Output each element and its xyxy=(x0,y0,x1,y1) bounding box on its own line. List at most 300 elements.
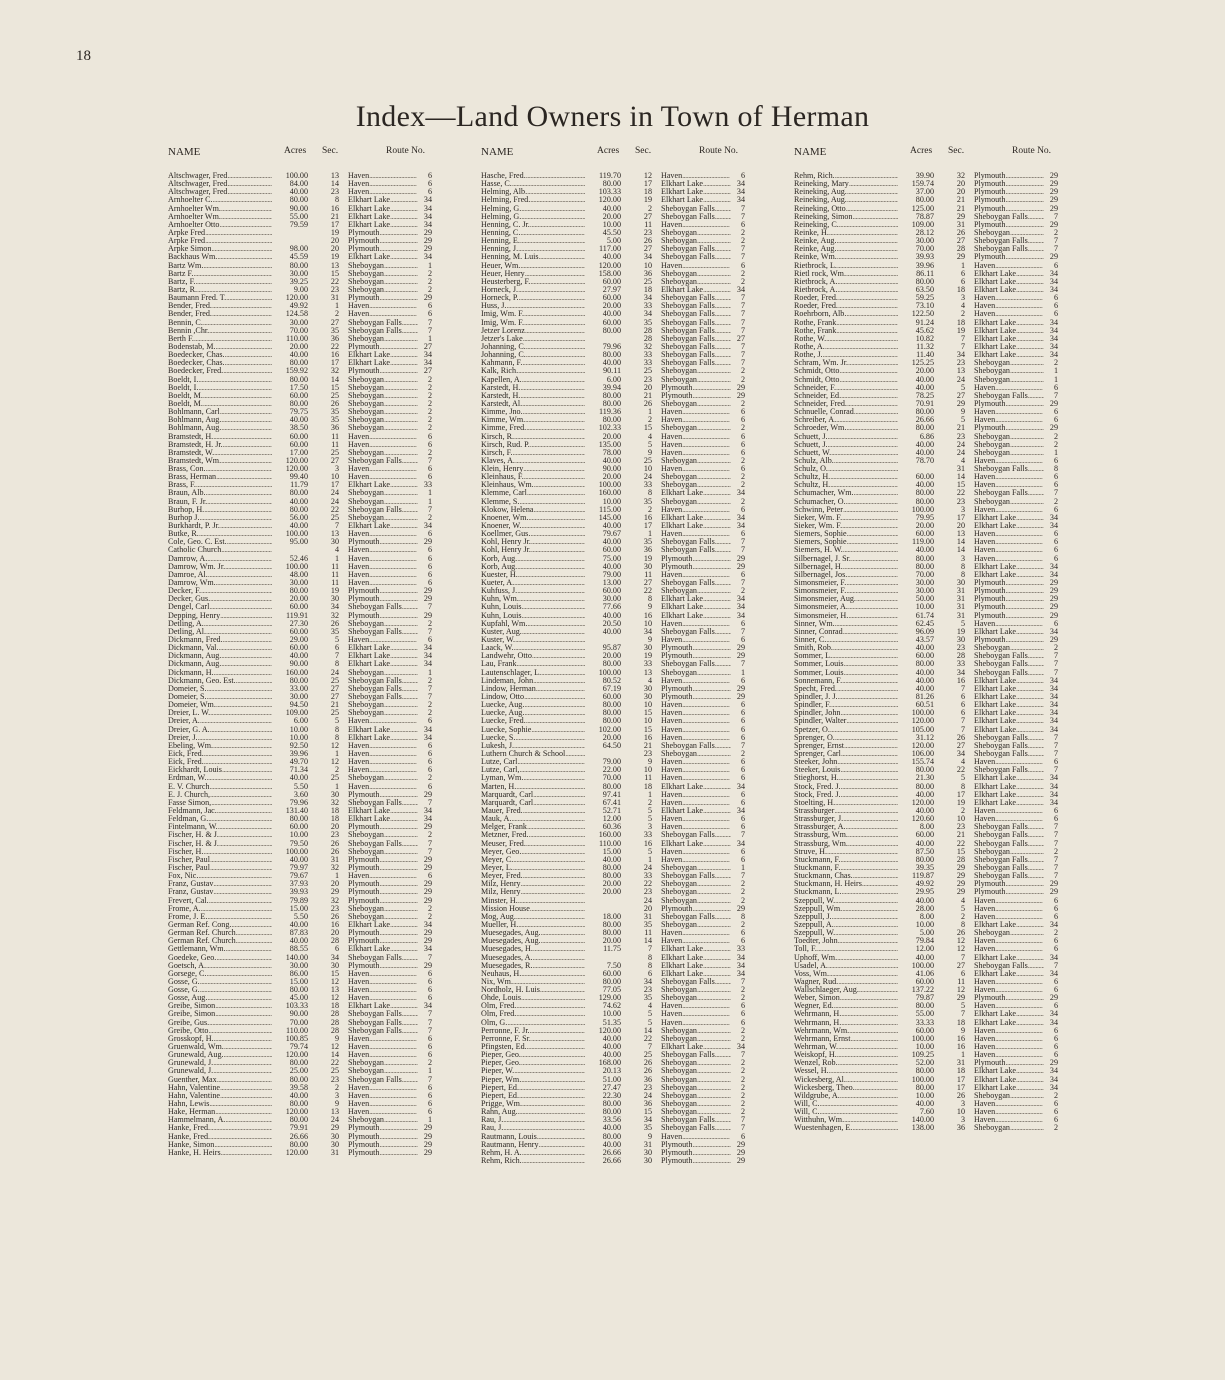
route-number: 34 xyxy=(418,660,432,668)
route-number: 29 xyxy=(731,384,745,392)
acres-value: 41.06 xyxy=(898,970,934,978)
route-name: Plymouth ..... xyxy=(348,595,418,603)
owner-name: Stock, Fred. J. ..... xyxy=(794,791,898,799)
owner-name: Meuser, Fred. ..... xyxy=(481,840,585,848)
route-number: 34 xyxy=(731,196,745,204)
route-number: 7 xyxy=(418,848,432,856)
owner-row xyxy=(168,986,468,994)
section-value: 8 xyxy=(309,734,339,742)
owner-row xyxy=(481,400,781,408)
section-value: 4 xyxy=(622,677,652,685)
route-name: Elkhart Lake ..... xyxy=(348,351,418,359)
route-name: Elkhart Lake ..... xyxy=(661,489,731,497)
owner-row xyxy=(481,408,781,416)
route-name: Sheboygan ..... xyxy=(348,262,418,270)
route-number: 6 xyxy=(418,978,432,986)
acres-value: 8.00 xyxy=(898,913,934,921)
acres-value: 40.00 xyxy=(585,522,621,530)
owner-name: Luecke, Aug. ..... xyxy=(481,701,585,709)
acres-value: 40.00 xyxy=(585,205,621,213)
owner-name: Bender, Fred. ..... xyxy=(168,302,272,310)
header-route: Route No. xyxy=(386,146,426,156)
acres-value: 125.00 xyxy=(898,205,934,213)
acres-value: 119.87 xyxy=(898,872,934,880)
route-number: 7 xyxy=(731,359,745,367)
owner-row xyxy=(168,579,468,587)
owner-name: Marten, H. ..... xyxy=(481,783,585,791)
acres-value: 11.40 xyxy=(898,351,934,359)
section-value: 9 xyxy=(622,758,652,766)
route-number: 6 xyxy=(1044,913,1058,921)
acres-value: 79.96 xyxy=(272,799,308,807)
owner-name: Arnhoelter Otto ..... xyxy=(168,221,272,229)
owner-name: Knoener, W. ..... xyxy=(481,522,585,530)
owner-row xyxy=(481,416,781,424)
owner-name: Heuer, Wm. ..... xyxy=(481,262,585,270)
owner-name: Rietbrock, A. ..... xyxy=(794,286,898,294)
route-name: Elkhart Lake ..... xyxy=(348,213,418,221)
acres-value: 160.00 xyxy=(585,489,621,497)
acres-value: 109.25 xyxy=(898,1051,934,1059)
route-name: Plymouth ..... xyxy=(348,1149,418,1157)
route-number: 33 xyxy=(418,481,432,489)
route-number: 6 xyxy=(1044,1043,1058,1051)
owner-row xyxy=(168,1035,468,1043)
route-name: Sheboygan ..... xyxy=(348,384,418,392)
acres-value: 86.11 xyxy=(898,270,934,278)
owner-name: Dickmann, Geo. Est. ..... xyxy=(168,677,272,685)
route-name: Elkhart Lake ..... xyxy=(661,807,731,815)
route-name: Plymouth ..... xyxy=(974,253,1044,261)
route-number: 2 xyxy=(731,880,745,888)
acres-value: 60.36 xyxy=(585,823,621,831)
section-value: 5 xyxy=(935,1002,965,1010)
acres-value: 60.00 xyxy=(272,433,308,441)
acres-value: 59.25 xyxy=(898,294,934,302)
route-number: 2 xyxy=(731,376,745,384)
owner-name: Melger, Frank ..... xyxy=(481,823,585,831)
acres-value: 137.22 xyxy=(898,986,934,994)
route-number: 2 xyxy=(1044,644,1058,652)
section-value: 24 xyxy=(309,498,339,506)
owner-row xyxy=(168,1002,468,1010)
route-name: Sheboygan Falls ..... xyxy=(974,392,1044,400)
route-name: Sheboygan Falls ..... xyxy=(974,669,1044,677)
acres-value: 90.00 xyxy=(272,1010,308,1018)
route-number: 7 xyxy=(1044,823,1058,831)
owner-name: E. V. Church ..... xyxy=(168,783,272,791)
acres-value: 120.00 xyxy=(585,262,621,270)
section-value: 30 xyxy=(309,1133,339,1141)
route-number: 7 xyxy=(418,1010,432,1018)
acres-value: 71.34 xyxy=(272,766,308,774)
owner-name: Boeldt, M. ..... xyxy=(168,400,272,408)
owner-row xyxy=(794,1002,1094,1010)
section-value: 23 xyxy=(622,750,652,758)
owner-row xyxy=(481,701,781,709)
route-number: 6 xyxy=(1044,758,1058,766)
owner-name: Steeker, Louis ..... xyxy=(794,766,898,774)
section-value: 7 xyxy=(935,954,965,962)
owner-row xyxy=(168,188,468,196)
acres-value: 62.45 xyxy=(898,620,934,628)
owner-row xyxy=(168,205,468,213)
owner-row xyxy=(794,677,1094,685)
owner-row xyxy=(481,636,781,644)
route-number: 34 xyxy=(1044,319,1058,327)
route-name: Sheboygan ..... xyxy=(348,449,418,457)
owner-row xyxy=(168,905,468,913)
owner-name: Domeier, Wm. ..... xyxy=(168,701,272,709)
route-number: 29 xyxy=(418,897,432,905)
route-number: 2 xyxy=(1044,359,1058,367)
section-value: 24 xyxy=(309,1116,339,1124)
route-number: 7 xyxy=(731,628,745,636)
owner-row xyxy=(481,205,781,213)
section-value: 19 xyxy=(309,253,339,261)
owner-name: Schmidt, Otto ..... xyxy=(794,367,898,375)
route-number: 7 xyxy=(731,1124,745,1132)
acres-value: 20.00 xyxy=(585,937,621,945)
section-value: 23 xyxy=(935,823,965,831)
owner-name: Berth F. ..... xyxy=(168,335,272,343)
owner-row xyxy=(794,1051,1094,1059)
route-name: Plymouth ..... xyxy=(974,587,1044,595)
route-name: Haven ..... xyxy=(974,1035,1044,1043)
owner-row xyxy=(794,994,1094,1002)
owner-name: Dickmann, Val. ..... xyxy=(168,644,272,652)
owner-row xyxy=(794,717,1094,725)
route-number: 34 xyxy=(1044,286,1058,294)
route-name: Plymouth ..... xyxy=(661,685,731,693)
section-value: 29 xyxy=(935,253,965,261)
owner-row xyxy=(794,229,1094,237)
acres-value: 40.00 xyxy=(898,481,934,489)
owner-name: Stuckmann, H. Heirs ..... xyxy=(794,880,898,888)
owner-name: Dengel, Carl ..... xyxy=(168,603,272,611)
route-number: 6 xyxy=(731,530,745,538)
route-number: 6 xyxy=(1044,481,1058,489)
section-value: 21 xyxy=(935,424,965,432)
section-value: 34 xyxy=(622,628,652,636)
owner-name: Schulz, O. ..... xyxy=(794,465,898,473)
owner-row xyxy=(481,628,781,636)
section-value: 18 xyxy=(309,815,339,823)
section-value: 1 xyxy=(622,791,652,799)
owner-name: Bramstedt, H. ..... xyxy=(168,433,272,441)
route-number: 7 xyxy=(1044,864,1058,872)
section-value: 35 xyxy=(622,319,652,327)
owner-row xyxy=(481,603,781,611)
route-number: 6 xyxy=(731,221,745,229)
owner-row xyxy=(168,742,468,750)
route-number: 29 xyxy=(1044,221,1058,229)
acres-value: 60.00 xyxy=(898,978,934,986)
acres-value: 158.00 xyxy=(585,270,621,278)
acres-value: 120.00 xyxy=(898,742,934,750)
acres-value: 60.00 xyxy=(272,603,308,611)
section-value: 23 xyxy=(622,888,652,896)
route-name: Plymouth ..... xyxy=(661,384,731,392)
owner-name: Kohl, Henry Jr. ..... xyxy=(481,546,585,554)
route-name: Elkhart Lake ..... xyxy=(661,595,731,603)
owner-name: Horneck, P. ..... xyxy=(481,294,585,302)
route-number: 2 xyxy=(731,1059,745,1067)
owner-row xyxy=(481,481,781,489)
section-value: 10 xyxy=(622,766,652,774)
owner-name: Lutze, Carl ..... xyxy=(481,758,585,766)
owner-name: Laack, W. ..... xyxy=(481,644,585,652)
route-name: Haven ..... xyxy=(974,913,1044,921)
section-value: 27 xyxy=(622,245,652,253)
acres-value: 26.66 xyxy=(898,416,934,424)
route-number: 7 xyxy=(1044,489,1058,497)
section-value: 26 xyxy=(622,1059,652,1067)
section-value: 16 xyxy=(622,612,652,620)
acres-value: 39.58 xyxy=(272,1084,308,1092)
owner-name: Silbernagel, Jos. ..... xyxy=(794,571,898,579)
acres-value: 20.00 xyxy=(272,595,308,603)
section-value: 30 xyxy=(622,1157,652,1165)
acres-value: 20.00 xyxy=(898,367,934,375)
owner-name: Simonsmeier, F. ..... xyxy=(794,587,898,595)
acres-value: 40.00 xyxy=(272,522,308,530)
route-name: Sheboygan Falls ..... xyxy=(661,253,731,261)
owner-row xyxy=(481,188,781,196)
route-name: Sheboygan ..... xyxy=(661,587,731,595)
owner-name: Grosskopf, H. ..... xyxy=(168,1035,272,1043)
owner-row xyxy=(481,351,781,359)
route-number: 34 xyxy=(1044,278,1058,286)
route-name: Sheboygan Falls ..... xyxy=(661,351,731,359)
route-name: Sheboygan ..... xyxy=(348,278,418,286)
route-number: 6 xyxy=(418,530,432,538)
owner-name: Sprenger, Ernst ..... xyxy=(794,742,898,750)
owner-name: Grunewald, J. ..... xyxy=(168,1059,272,1067)
index-column-1 xyxy=(168,146,468,1157)
owner-name: Simonsmeier, A. ..... xyxy=(794,603,898,611)
route-number: 34 xyxy=(1044,685,1058,693)
route-name: Haven ..... xyxy=(348,1043,418,1051)
owner-row xyxy=(481,1076,781,1084)
route-name: Sheboygan ..... xyxy=(348,709,418,717)
owner-row xyxy=(168,433,468,441)
route-name: Haven ..... xyxy=(348,783,418,791)
owner-row xyxy=(794,783,1094,791)
section-value: 5 xyxy=(622,1010,652,1018)
acres-value: 6.00 xyxy=(585,376,621,384)
owner-row xyxy=(168,1116,468,1124)
owner-row xyxy=(168,1084,468,1092)
route-number: 34 xyxy=(1044,921,1058,929)
route-name: Sheboygan ..... xyxy=(974,229,1044,237)
route-name: Haven ..... xyxy=(348,465,418,473)
acres-value: 40.00 xyxy=(585,1141,621,1149)
route-name: Elkhart Lake ..... xyxy=(974,799,1044,807)
route-name: Haven ..... xyxy=(348,1035,418,1043)
acres-value: 100.00 xyxy=(898,506,934,514)
route-number: 27 xyxy=(418,367,432,375)
route-number: 34 xyxy=(1044,563,1058,571)
route-number: 7 xyxy=(418,603,432,611)
route-number: 2 xyxy=(731,1076,745,1084)
route-number: 29 xyxy=(1044,587,1058,595)
acres-value: 80.00 xyxy=(898,1067,934,1075)
owner-name: Gettlemann, Wm. ..... xyxy=(168,945,272,953)
acres-value: 80.00 xyxy=(898,1002,934,1010)
owner-row xyxy=(794,1116,1094,1124)
route-number: 29 xyxy=(731,392,745,400)
owner-row xyxy=(794,848,1094,856)
owner-name: Schnuelle, Conrad ..... xyxy=(794,408,898,416)
acres-value: 33.33 xyxy=(898,1019,934,1027)
section-value: 13 xyxy=(622,669,652,677)
route-name: Sheboygan ..... xyxy=(348,489,418,497)
route-name: Haven ..... xyxy=(974,384,1044,392)
route-name: Elkhart Lake ..... xyxy=(348,253,418,261)
section-value: 7 xyxy=(622,945,652,953)
acres-value: 109.00 xyxy=(272,709,308,717)
owner-name: Siemers, H. W. ..... xyxy=(794,546,898,554)
owner-row xyxy=(168,872,468,880)
owner-name: Kuster, Aug. ..... xyxy=(481,628,585,636)
owner-row xyxy=(481,717,781,725)
owner-row xyxy=(794,970,1094,978)
acres-value: 138.00 xyxy=(898,1124,934,1132)
owner-row xyxy=(481,709,781,717)
route-number: 6 xyxy=(1044,1051,1058,1059)
owner-name: Johanning, C. ..... xyxy=(481,351,585,359)
owner-name: Mueller, H. ..... xyxy=(481,921,585,929)
route-number: 6 xyxy=(418,986,432,994)
acres-value: 70.00 xyxy=(898,245,934,253)
owner-row xyxy=(481,848,781,856)
route-name: Elkhart Lake ..... xyxy=(348,807,418,815)
owner-row xyxy=(481,774,781,782)
route-name: Plymouth ..... xyxy=(974,888,1044,896)
owner-name: Detling, Al. ..... xyxy=(168,628,272,636)
owner-name: Kalk, Rich. ..... xyxy=(481,367,585,375)
route-number: 29 xyxy=(731,1149,745,1157)
owner-name: Strassburg, Wm. ..... xyxy=(794,831,898,839)
owner-name: Sinner, Wm. ..... xyxy=(794,620,898,628)
section-value: 11 xyxy=(309,571,339,579)
owner-row xyxy=(481,1043,781,1051)
acres-value: 70.00 xyxy=(585,774,621,782)
section-value: 23 xyxy=(622,229,652,237)
route-number: 6 xyxy=(1044,1108,1058,1116)
section-value: 20 xyxy=(935,180,965,188)
route-name: Sheboygan Falls ..... xyxy=(661,343,731,351)
route-name: Haven ..... xyxy=(661,636,731,644)
route-name: Sheboygan Falls ..... xyxy=(661,628,731,636)
owner-row xyxy=(794,514,1094,522)
owner-name: Landwehr, Otto ..... xyxy=(481,652,585,660)
owner-name: Bartz F. ..... xyxy=(168,270,272,278)
owner-row xyxy=(794,1010,1094,1018)
route-name: Haven ..... xyxy=(661,1019,731,1027)
route-name: Sheboygan Falls ..... xyxy=(661,245,731,253)
route-name: Sheboygan ..... xyxy=(348,408,418,416)
route-number: 2 xyxy=(1044,1092,1058,1100)
route-name: Sheboygan Falls ..... xyxy=(661,1124,731,1132)
acres-value: 96.09 xyxy=(898,628,934,636)
owner-name: Simonsmeier, F. ..... xyxy=(794,579,898,587)
acres-value: 27.47 xyxy=(585,1084,621,1092)
route-name: Elkhart Lake ..... xyxy=(348,221,418,229)
owner-name: Bohlmann, Carl ..... xyxy=(168,408,272,416)
section-value: 22 xyxy=(935,766,965,774)
owner-name: Toll, F. ..... xyxy=(794,945,898,953)
owner-name: Marquardt, Carl ..... xyxy=(481,791,585,799)
route-number: 6 xyxy=(1044,1027,1058,1035)
owner-row xyxy=(481,652,781,660)
route-number: 29 xyxy=(1044,1059,1058,1067)
owner-name: Luecke, S. ..... xyxy=(481,734,585,742)
route-number: 6 xyxy=(418,1100,432,1108)
section-value: 21 xyxy=(935,205,965,213)
owner-row xyxy=(168,856,468,864)
section-value: 32 xyxy=(935,172,965,180)
route-name: Plymouth ..... xyxy=(348,367,418,375)
route-name: Sheboygan ..... xyxy=(348,905,418,913)
owner-name: Bartz, R. ..... xyxy=(168,286,272,294)
route-number: 6 xyxy=(1044,937,1058,945)
owner-row xyxy=(481,880,781,888)
acres-value: 40.00 xyxy=(272,1092,308,1100)
owner-row xyxy=(481,376,781,384)
acres-value: 70.00 xyxy=(272,1019,308,1027)
route-number: 29 xyxy=(1044,636,1058,644)
acres-value: 79.91 xyxy=(272,1124,308,1132)
section-value: 30 xyxy=(622,563,652,571)
acres-value: 95.87 xyxy=(585,644,621,652)
acres-value: 26.66 xyxy=(585,1149,621,1157)
route-number: 29 xyxy=(1044,172,1058,180)
route-number: 29 xyxy=(418,856,432,864)
route-number: 6 xyxy=(731,433,745,441)
section-value: 4 xyxy=(935,302,965,310)
acres-value: 106.00 xyxy=(898,750,934,758)
owner-name: Rau, J. ..... xyxy=(481,1124,585,1132)
owner-name: Frevert, Cal. ..... xyxy=(168,897,272,905)
route-number: 2 xyxy=(418,449,432,457)
acres-value: 100.85 xyxy=(272,1035,308,1043)
owner-name: Wessel, H. ..... xyxy=(794,1067,898,1075)
owner-row xyxy=(481,229,781,237)
route-name: Haven ..... xyxy=(348,1100,418,1108)
owner-name: Kirsch, F. ..... xyxy=(481,449,585,457)
owner-row xyxy=(794,701,1094,709)
route-number: 2 xyxy=(731,1084,745,1092)
route-number: 2 xyxy=(731,473,745,481)
section-value: 30 xyxy=(622,644,652,652)
acres-value: 45.50 xyxy=(585,229,621,237)
route-number: 8 xyxy=(1044,465,1058,473)
owner-row xyxy=(794,302,1094,310)
section-value: 13 xyxy=(309,986,339,994)
section-value: 21 xyxy=(622,742,652,750)
route-name: Plymouth ..... xyxy=(974,603,1044,611)
section-value: 26 xyxy=(309,400,339,408)
section-value: 31 xyxy=(622,913,652,921)
route-name: Haven ..... xyxy=(348,742,418,750)
route-name: Elkhart Lake ..... xyxy=(661,840,731,848)
acres-value: 60.00 xyxy=(585,294,621,302)
owner-row xyxy=(481,1027,781,1035)
route-name: Sheboygan Falls ..... xyxy=(974,766,1044,774)
route-name: Sheboygan ..... xyxy=(661,669,731,677)
